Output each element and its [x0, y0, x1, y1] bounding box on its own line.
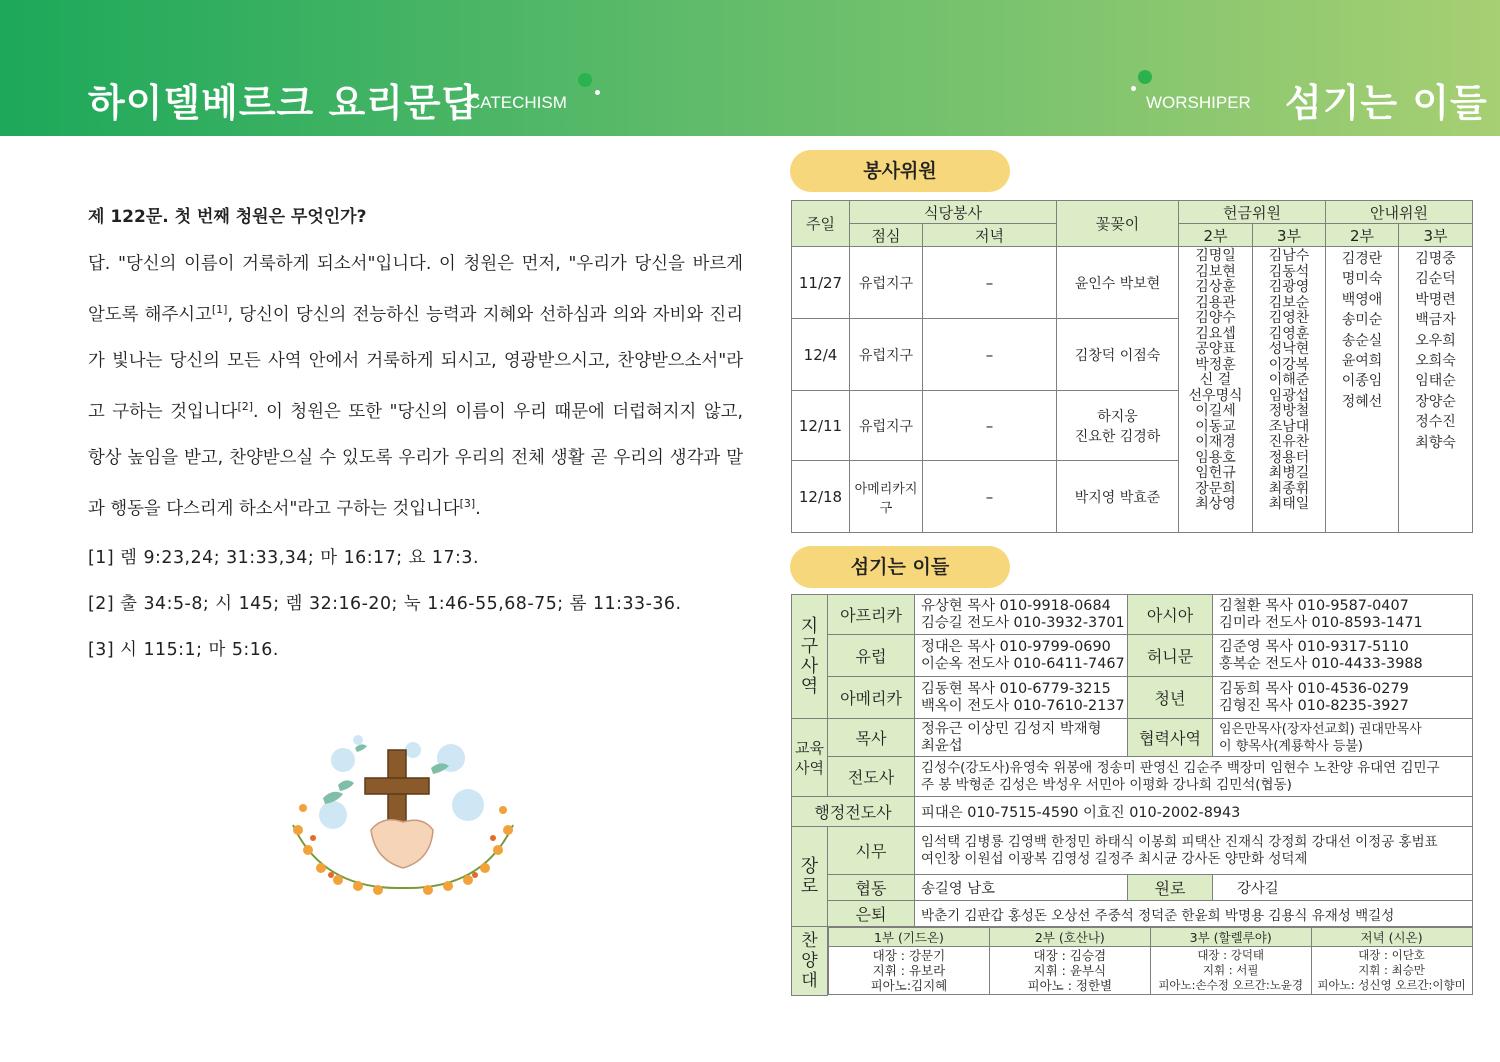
worshiper-title: 섬기는 이들 — [1285, 81, 1488, 125]
pastor-list: 정유근 이상민 김성지 박재형 최윤섭 — [915, 719, 1128, 757]
evangelist-label: 전도사 — [828, 757, 915, 797]
table-row — [792, 719, 1473, 757]
region-contacts: 정대은 목사 010-9799-0690 이순옥 전도사 010-6411-7467 — [915, 635, 1128, 677]
choir-info: 대장 : 이단호 지휘 : 최승만 피아노: 성신영 오르간:이향미 — [1311, 947, 1472, 995]
row-flower: 하지웅 진요한 김경하 — [1057, 391, 1179, 461]
answer-part: , 당신이 당신의 전능하신 능력과 지혜와 선하심과 의와 자비와 진리가 빛나는 당신의 모든 사역 안에서 거룩하게 되시고, 영광받으시고, 찬양받으소서"라고 구하는 것입니다 — [88, 304, 743, 422]
header-usher-3: 3부 — [1399, 224, 1473, 247]
retired-label: 은퇴 — [828, 901, 915, 927]
coop-list: 임은만목사(장자선교회) 권대만목사 이 향목사(계룡학사 등불) — [1213, 719, 1473, 757]
choir-info: 대장 : 강문기 지휘 : 유보라 피아노:김지혜 — [829, 947, 990, 995]
assoc-elders: 송길영 남호 — [915, 875, 1128, 901]
worshipers-table — [791, 594, 1473, 996]
region-contacts: 김동현 목사 010-6779-3215 백옥이 전도사 010-7610-2137 — [915, 677, 1128, 719]
answer-part: 답. "당신의 이름이 거룩하게 되소서"입니다. 이 청원은 먼저, "우리가 당신을 바르게 알도록 해주시고 — [88, 254, 743, 325]
active-label: 시무 — [828, 827, 915, 875]
catechism-section — [88, 196, 743, 673]
offering-3-list: 김남수 김동석 김광영 김보순 김영찬 김영훈 성낙현 이강복 이해준 임광섭 정방철 조남대 진유찬 정용터 최병길 최종휘 최태일 — [1253, 247, 1326, 533]
pastor-label: 목사 — [828, 719, 915, 757]
row-dinner: – — [923, 391, 1057, 461]
decor-dot — [578, 73, 592, 87]
reference-item: [3] 시 115:1; 마 5:16. — [88, 640, 279, 661]
coop-label: 협력사역 — [1128, 719, 1213, 757]
row-dinner: – — [923, 461, 1057, 533]
row-date: 11/27 — [792, 247, 850, 319]
catechism-subtitle: CATECHISM — [468, 93, 567, 112]
header-offering: 헌금위원 — [1179, 201, 1326, 224]
offering-2-list: 김명일 김보현 김상훈 김용관 김양수 김요셉 공양표 박정훈 신 걸 선우명식 이길세 이동교 이재경 임용호 임헌규 장문희 최상영 — [1179, 247, 1253, 533]
footnote-mark: [3] — [459, 496, 476, 510]
row-lunch: 유럽지구 — [850, 247, 923, 319]
table-row — [792, 757, 1473, 797]
assoc-label: 협동 — [828, 875, 915, 901]
volunteers-title: 봉사위원 — [790, 150, 1010, 192]
decor-dot — [1138, 70, 1152, 84]
header-lunch: 점심 — [850, 224, 923, 247]
active-elders: 임석택 김병룡 김영백 한정민 하태식 이봉희 피택산 진재식 강정희 강대선 이정공 홍범표 여인창 이원섭 이광복 김영성 길정주 최시균 강사돈 양만화 성덕제 — [915, 827, 1473, 875]
reference-item: [2] 출 34:5-8; 시 145; 렘 32:16-20; 눅 1:46-55,68-75; 롬 11:33-36. — [88, 594, 682, 615]
choir-table — [828, 927, 1473, 995]
row-date: 12/4 — [792, 319, 850, 391]
usher-3-list: 김명중 김순덕 박명련 백금자 오우희 오희숙 임태순 장양순 정수진 최향숙 — [1399, 247, 1473, 533]
row-lunch: 아메리카지구 — [850, 461, 923, 533]
header-offering-2: 2부 — [1179, 224, 1253, 247]
honor-elders: 강사길 — [1213, 875, 1473, 901]
retired-elders: 박춘기 김판갑 홍성돈 오상선 주중석 정덕준 한윤희 박명용 김용식 유재성 백길성 — [915, 901, 1473, 927]
table-row — [792, 677, 1473, 719]
footnote-mark: [1] — [211, 303, 228, 316]
table-row — [792, 595, 1473, 635]
region-name: 유럽 — [828, 635, 915, 677]
question-title: 제 122문. 첫 번째 청원은 무엇인가? — [88, 207, 367, 227]
worshipers-title: 섬기는 이들 — [790, 546, 1010, 588]
region-contacts: 유상현 목사 010-9918-0684 김승길 전도사 010-3932-3701 — [915, 595, 1128, 635]
region-name: 아메리카 — [828, 677, 915, 719]
row-date: 12/11 — [792, 391, 850, 461]
choir-label: 찬 양 대 — [792, 927, 828, 996]
row-flower: 박지영 박효준 — [1057, 461, 1179, 533]
admin-contacts: 피대은 010-7515-4590 이효진 010-2002-8943 — [915, 797, 1473, 827]
row-dinner: – — [923, 247, 1057, 319]
table-row — [792, 797, 1473, 827]
cross-illustration — [283, 730, 523, 900]
volunteers-table — [791, 200, 1473, 533]
region-name: 허니문 — [1128, 635, 1213, 677]
header-date: 주일 — [792, 201, 850, 247]
footnote-mark: [2] — [237, 399, 254, 413]
header-dinner: 저녁 — [923, 224, 1057, 247]
header-meal: 식당봉사 — [850, 201, 1057, 224]
region-name: 아프리카 — [828, 595, 915, 635]
choir-name: 2부 (호산나) — [989, 928, 1150, 947]
choir-name: 1부 (기드온) — [829, 928, 990, 947]
decor-dot — [1131, 86, 1136, 91]
region-contacts: 김동희 목사 010-4536-0279 김형진 목사 010-8235-3927 — [1213, 677, 1473, 719]
catechism-title: 하이델베르크 요리문답 — [88, 81, 480, 125]
table-row — [792, 827, 1473, 875]
row-dinner: – — [923, 319, 1057, 391]
answer-text — [88, 241, 743, 531]
choir-block — [828, 927, 1473, 996]
admin-label: 행정전도사 — [792, 797, 915, 827]
choir-name: 3부 (할렐루야) — [1150, 928, 1311, 947]
decor-dot — [595, 90, 600, 95]
header-usher: 안내위원 — [1326, 201, 1473, 224]
region-contacts: 김철환 목사 010-9587-0407 김미라 전도사 010-8593-1471 — [1213, 595, 1473, 635]
usher-2-list: 김경란 명미숙 백영애 송미순 송순실 윤여희 이종임 정혜선 — [1326, 247, 1399, 533]
row-flower: 김창덕 이점숙 — [1057, 319, 1179, 391]
region-label: 지 구 사 역 — [792, 595, 828, 719]
choir-info: 대장 : 강덕태 지휘 : 서필 피아노:손수정 오르간:노윤경 — [1150, 947, 1311, 995]
table-row — [792, 635, 1473, 677]
table-row — [792, 927, 1473, 996]
elder-label: 장 로 — [792, 827, 828, 927]
region-name: 아시아 — [1128, 595, 1213, 635]
row-lunch: 유럽지구 — [850, 319, 923, 391]
row-lunch: 유럽지구 — [850, 391, 923, 461]
table-row — [792, 901, 1473, 927]
worshiper-subtitle: WORSHIPER — [1146, 93, 1251, 112]
answer-part: . — [475, 498, 481, 519]
header-flower: 꽃꽂이 — [1057, 201, 1179, 247]
reference-list — [88, 535, 743, 673]
region-contacts: 김준영 목사 010-9317-5110 홍복순 전도사 010-4433-3988 — [1213, 635, 1473, 677]
choir-name: 저녁 (시온) — [1311, 928, 1472, 947]
page-header — [0, 0, 1500, 136]
table-row — [792, 247, 1473, 319]
row-flower: 윤인수 박보현 — [1057, 247, 1179, 319]
evangelist-list: 김성수(강도사)유영숙 위봉애 정송미 판영신 김순주 백장미 임현수 노찬양 유대연 김민구 주 봉 박형준 김성은 박성우 서민아 이평화 강나희 김민석(협동) — [915, 757, 1473, 797]
reference-item: [1] 렘 9:23,24; 31:33,34; 마 16:17; 요 17:3. — [88, 548, 479, 569]
edu-label: 교육 사역 — [792, 719, 828, 797]
honor-label: 원로 — [1128, 875, 1213, 901]
header-offering-3: 3부 — [1253, 224, 1326, 247]
region-name: 청년 — [1128, 677, 1213, 719]
table-row — [792, 875, 1473, 901]
choir-info: 대장 : 김승겸 지휘 : 윤부식 피아노 : 정한별 — [989, 947, 1150, 995]
answer-part: . 이 청원은 또한 "당신의 이름이 우리 때문에 더럽혀지지 않고, 항상 높임을 받고, 찬양받으실 수 있도록 우리가 우리의 전체 생활 곧 우리의 생각과 말과 행동을 다스리게 하소서"라고 구하는 것입니다 — [88, 401, 744, 519]
row-date: 12/18 — [792, 461, 850, 533]
header-usher-2: 2부 — [1326, 224, 1399, 247]
